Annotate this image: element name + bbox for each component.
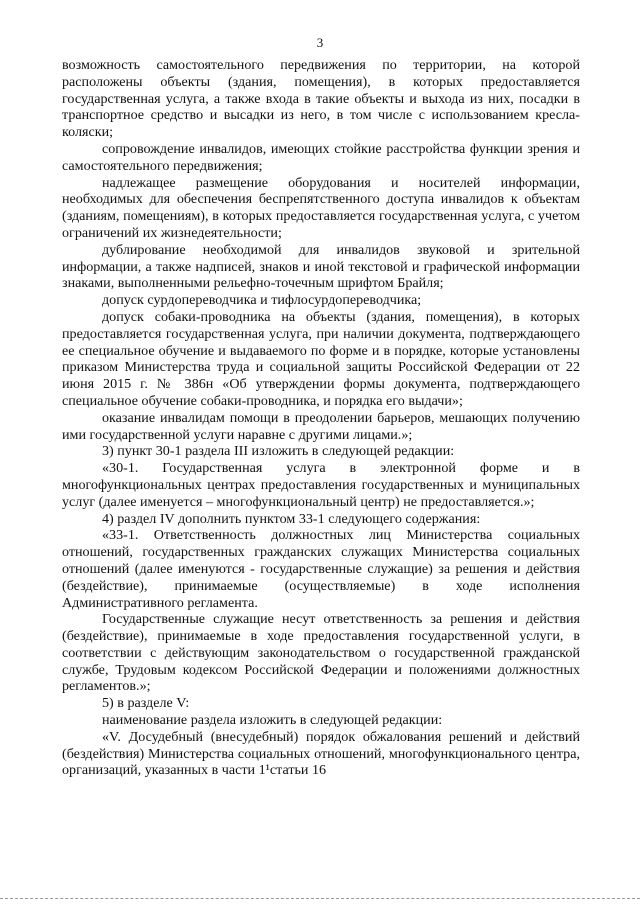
paragraph: надлежащее размещение оборудования и носителей информации, необходимых для обеспечения беспрепятственного доступа инвалидов к объектам (зданиям, помещениям), в которых предоставляется государственная услуга, с учетом ограничений их жизнедеятельности; [62, 174, 580, 241]
paragraph: 4) раздел IV дополнить пунктом 33-1 следующего содержания: [102, 510, 481, 527]
paragraph: дублирование необходимой для инвалидов звуковой и зрительной информации, а также надписей, знаков и иной текстовой и графической информации знаками, выполненными рельефно-точечным шрифтом Брайля; [62, 241, 580, 292]
paragraph: сопровождение инвалидов, имеющих стойкие расстройства функции зрения и самостоятельного передвижения; [62, 140, 580, 174]
paragraph: «V. Досудебный (внесудебный) порядок обжалования решений и действий (бездействия) Министерства социальных отношений, многофункционального центра, организаций, указанных в части 1¹статьи 16 [62, 728, 580, 779]
paragraph: допуск собаки-проводника на объекты (здания, помещения), в которых предоставляется государственная услуга, при наличии документа, подтверждающего ее специальное обучение и выдаваемого по форме и в порядке, которые установлены приказом Министерства труда и социальной защиты Российской Федерации от 22 июня 2015 г. № 386н «Об утверждении формы документа, подтверждающего специальное обучение собаки-проводника, и порядка его выдачи»; [62, 308, 580, 409]
page-number: 3 [316, 35, 324, 50]
paragraph: допуск сурдопереводчика и тифлосурдопереводчика; [102, 292, 422, 309]
paragraph: 3) пункт 30-1 раздела III изложить в следующей редакции: [102, 443, 455, 460]
paragraph: Государственные служащие несут ответственность за решения и действия (бездействие), принимаемые в ходе предоставления государственной услуги, в соответствии с действующим законодательством о государственной гражданской службе, Трудовым кодексом Российской Федерации и положениями должностных регламентов.»; [62, 611, 580, 695]
page-bottom-rule [0, 898, 640, 899]
paragraph: «30-1. Государственная услуга в электронной форме и в многофункциональных центрах предоставления государственных и муниципальных услуг (далее именуется – многофункциональный центр) не предоставляется.»; [62, 460, 580, 510]
paragraph: возможность самостоятельного передвижения по территории, на которой расположены объекты (здания, помещения), в которых предоставляется государственная услуга, а также входа в такие объекты и выхода из них, посадки в транспортное средство и высадки из него, в том числе с использованием кресла-коляски; [62, 57, 580, 141]
document-body [62, 57, 580, 779]
paragraph: «33-1. Ответственность должностных лиц Министерства социальных отношений, государственных гражданских служащих Министерства социальных отношений (далее именуются - государственные служащие) за решения и действия (бездействие), принимаемые (осуществляемые) в ходе исполнения Административного регламента. [62, 527, 580, 611]
paragraph: наименование раздела изложить в следующей редакции: [102, 712, 443, 729]
paragraph: оказание инвалидам помощи в преодолении барьеров, мешающих получению ими государственной услуги наравне с другими лицами.»; [62, 409, 580, 443]
paragraph: 5) в разделе V: [102, 695, 190, 712]
